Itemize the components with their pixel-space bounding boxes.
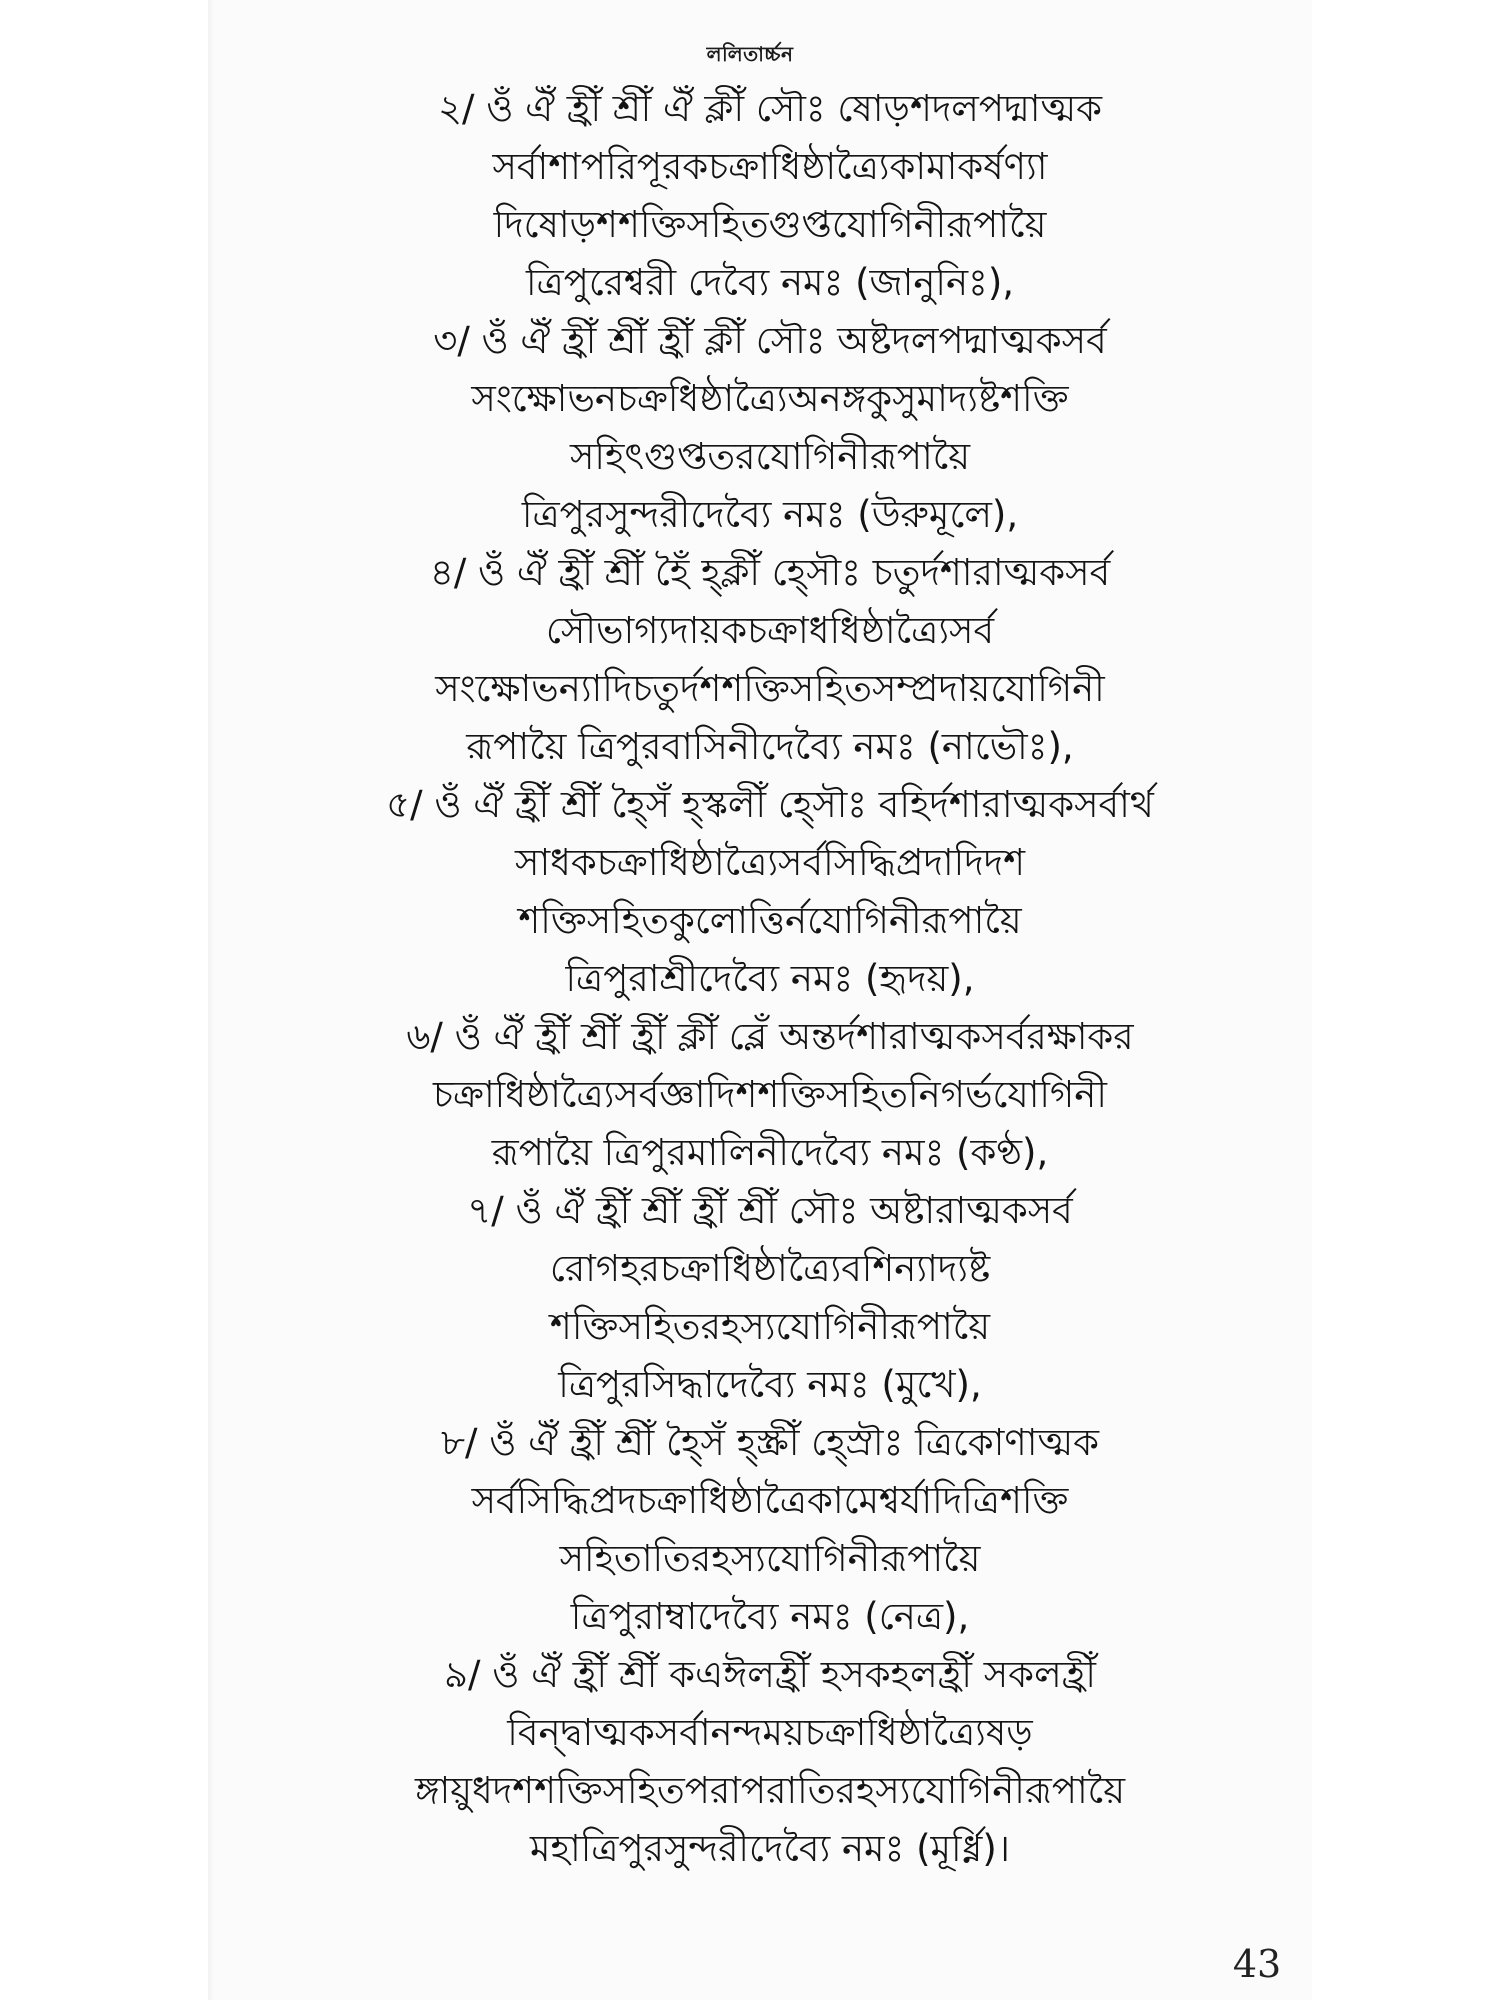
mantra-line: সংক্ষোভন্যাদিচতুর্দশশক্তিসহিতসম্প্রদায়যোগিনী — [435, 667, 1105, 710]
mantra-line: ত্রিপুরসিদ্ধাদেব্যৈ নমঃ (মুখে), — [558, 1363, 982, 1406]
mantra-line: চক্রাধিষ্ঠাত্র্যৈসর্বজ্ঞাদিশশক্তিসহিতনিগর্ভযোগিনী — [433, 1073, 1107, 1116]
mantra-line: ত্রিপুরাশ্রীদেব্যৈ নমঃ (হৃদয়), — [565, 957, 975, 1000]
mantra-line: ত্রিপুরসুন্দরীদেব্যৈ নমঃ (উরুমূলে), — [521, 493, 1019, 536]
mantra-line: শক্তিসহিতকুলোত্তির্নযোগিনীরূপায়ৈ — [518, 899, 1022, 942]
mantra-line: সহিৎগুপ্ততরযোগিনীরূপায়ৈ — [569, 435, 971, 478]
mantra-line: ৯/ ওঁ ঐঁ হ্রীঁ শ্রীঁ কএঈলহ্রীঁ হসকহলহ্রীঁ সকলহ্রীঁ — [444, 1653, 1096, 1696]
mantra-line: রূপায়ৈ ত্রিপুরমালিনীদেব্যৈ নমঃ (কণ্ঠ), — [491, 1131, 1049, 1174]
mantra-line: সাধকচক্রাধিষ্ঠাত্র্যৈসর্বসিদ্ধিপ্রদাদিদশ — [515, 841, 1025, 884]
mantra-line: রূপায়ৈ ত্রিপুরবাসিনীদেব্যৈ নমঃ (নাভৌঃ), — [466, 725, 1074, 768]
mantra-line: ৭/ ওঁ ঐঁ হ্রীঁ শ্রীঁ হ্রীঁ শ্রীঁ সৌঃ অষ্টারাত্মকসর্ব — [467, 1189, 1073, 1232]
running-head: ললিতার্চ্চন — [706, 42, 794, 66]
mantra-line: রোগহরচক্রাধিষ্ঠাত্র্যৈবশিন্যাদ্যষ্ট — [549, 1247, 991, 1290]
page-number: 43 — [1232, 1942, 1282, 1986]
mantra-line: সহিতাতিরহস্যযোগিনীরূপায়ৈ — [559, 1537, 981, 1580]
mantra-line: ৮/ ওঁ ঐঁ হ্রীঁ শ্রীঁ হ্সৈঁ হ্স্ক্রীঁ হ্স্রৌঃ ত্রিকোণাত্মক — [440, 1421, 1100, 1464]
mantra-line: ৩/ ওঁ ঐঁ হ্রীঁ শ্রীঁ হ্রীঁ ক্লীঁ সৌঃ অষ্টদলপদ্মাত্মকসর্ব — [433, 319, 1107, 362]
mantra-line: ৫/ ওঁ ঐঁ হ্রীঁ শ্রীঁ হ্সৈঁ হ্স্কলীঁ হ্সৌঃ বহির্দশারাত্মকসর্বার্থ — [386, 783, 1154, 826]
mantra-line: দিষোড়শশক্তিসহিতগুপ্তযোগিনীরূপায়ৈ — [493, 203, 1047, 246]
mantra-line: ঙ্গায়ুধদশশক্তিসহিতপরাপরাতিরহস্যযোগিনীরূপায়ৈ — [414, 1769, 1126, 1812]
mantra-line: শক্তিসহিতরহস্যযোগিনীরূপায়ৈ — [549, 1305, 991, 1348]
mantra-line: সর্বাশাপরিপূরকচক্রাধিষ্ঠাত্র্যৈকামাকর্ষণ্যা — [492, 145, 1048, 188]
mantra-line: ত্রিপুরাম্বাদেব্যৈ নমঃ (নেত্র), — [570, 1595, 970, 1638]
mantra-line: মহাত্রিপুরসুন্দরীদেব্যৈ নমঃ (মূর্ধ্নি)। — [530, 1827, 1010, 1870]
mantra-line: সর্বসিদ্ধিপ্রদচক্রাধিষ্ঠাত্রৈকামেশ্বর্যাদিত্রিশক্তি — [471, 1479, 1069, 1522]
mantra-line: ৪/ ওঁ ঐঁ হ্রীঁ শ্রীঁ হৈঁ হ্ক্লীঁ হ্সৌঃ চতুর্দশারাত্মকসর্ব — [429, 551, 1111, 594]
mantra-line: বিন্দ্বাত্মকসর্বানন্দময়চক্রাধিষ্ঠাত্র্যৈষড় — [507, 1711, 1033, 1754]
mantra-line: সৌভাগ্যদায়কচক্রাধধিষ্ঠাত্র্যৈসর্ব — [545, 609, 995, 652]
mantra-text-block — [250, 80, 1290, 1878]
mantra-line: ২/ ওঁ ঐঁ হ্রীঁ শ্রীঁ ঐঁ ক্লীঁ সৌঃ ষোড়শদলপদ্মাত্মক — [437, 87, 1103, 130]
mantra-line: ত্রিপুরেশ্বরী দেব্যৈ নমঃ (জানুনিঃ), — [525, 261, 1015, 304]
mantra-line: সংক্ষোভনচক্রধিষ্ঠাত্র্যৈঅনঙ্গকুসুমাদ্যষ্টশক্তি — [471, 377, 1069, 420]
page-edge-shadow — [208, 0, 214, 2000]
mantra-line: ৬/ ওঁ ঐঁ হ্রীঁ শ্রীঁ হ্রীঁ ক্লীঁ ব্লেঁ অন্তর্দশারাত্মকসর্বরক্ষাকর — [406, 1015, 1134, 1058]
